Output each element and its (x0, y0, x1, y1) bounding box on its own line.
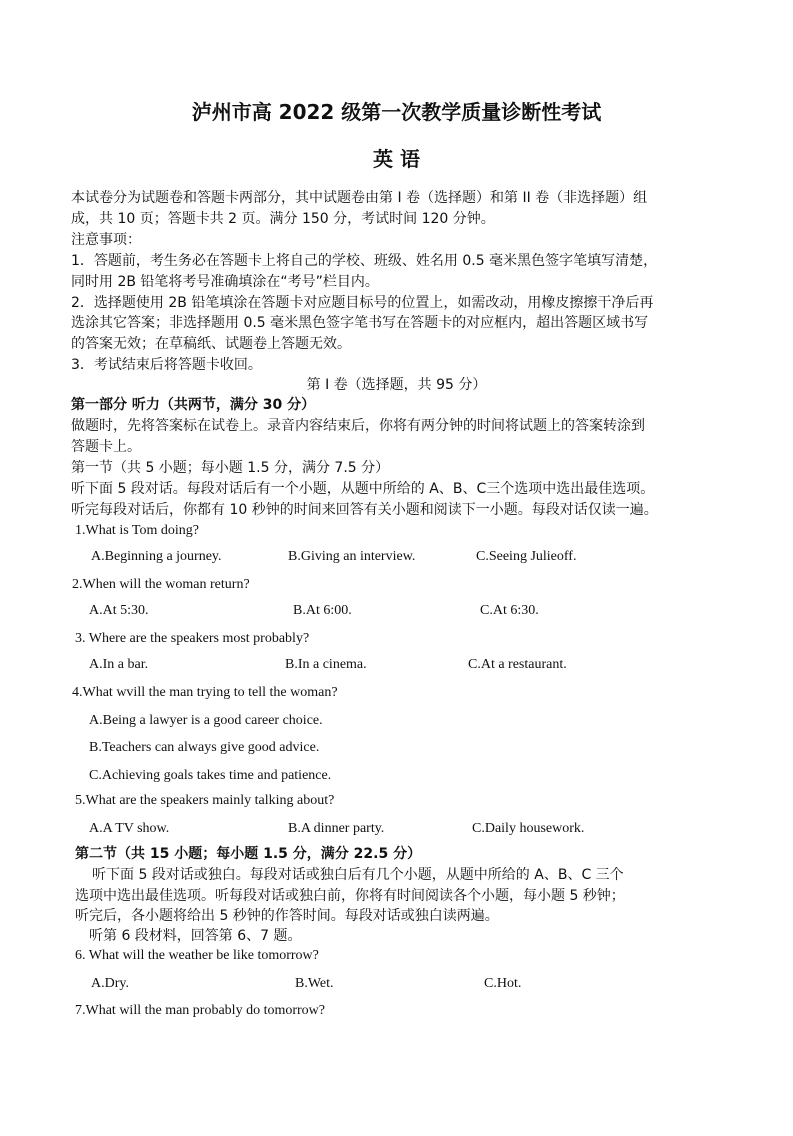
question-stem: 7.What will the man probably do tomorrow? (75, 1003, 325, 1018)
part1-heading: 第一部分 听力（共两节，满分 30 分） (71, 397, 316, 413)
option-a: A.A TV show. (89, 821, 170, 836)
section1-instruction: 听下面 5 段对话。每段对话后有一个小题，从题中所给的 A、B、C三个选项中选出最佳选项。 (71, 481, 655, 497)
question-stem: 2.When will the woman return? (72, 577, 250, 592)
option-c: C.Achieving goals takes time and patience. (89, 768, 332, 783)
section2-heading: 第二节（共 15 小题；每小题 1.5 分，满分 22.5 分） (75, 846, 422, 862)
option-c: C.At a restaurant. (468, 657, 567, 672)
section2-instruction: 选项中选出最佳选项。听每段对话或独白前，你将有时间阅读各个小题，每小题 5 秒钟； (75, 888, 625, 904)
option-a: A.Beginning a journey. (91, 549, 222, 564)
section2-instruction: 听下面 5 段对话或独白。每段对话或独白后有几个小题，从题中所给的 A、B、C 三个 (92, 867, 624, 883)
exam-title: 泸州市高 2022 级第一次教学质量诊断性考试 (191, 100, 602, 124)
question-stem: 3. Where are the speakers most probably? (75, 631, 310, 646)
option-b: B.In a cinema. (285, 657, 367, 672)
option-a: A.Being a lawyer is a good career choice. (89, 713, 323, 728)
option-b: B.Wet. (295, 976, 334, 991)
question-stem: 1.What is Tom doing? (75, 523, 199, 538)
notice-line: 1．答题前，考生务必在答题卡上将自己的学校、班级、姓名用 0.5 毫米黑色签字笔填写清楚， (71, 253, 658, 269)
notice-line: 3．考试结束后将答题卡收回。 (71, 357, 262, 373)
option-c: C.Hot. (484, 976, 522, 991)
option-a: A.Dry. (91, 976, 129, 991)
material-note: 听第 6 段材料，回答第 6、7 题。 (89, 928, 302, 944)
volume-heading: 第 I 卷（选择题，共 95 分） (306, 377, 487, 393)
option-a: A.In a bar. (89, 657, 149, 672)
option-b: B.Giving an interview. (288, 549, 416, 564)
section1-heading: 第一节（共 5 小题；每小题 1.5 分，满分 7.5 分） (71, 460, 390, 476)
option-b: B.At 6:00. (293, 603, 352, 618)
intro-line: 成，共 10 页；答题卡共 2 页。满分 150 分，考试时间 120 分钟。 (71, 211, 495, 227)
intro-line: 本试卷分为试题卷和答题卡两部分，其中试题卷由第 I 卷（选择题）和第 II 卷（非选择题）组 (71, 190, 648, 206)
notice-line: 的答案无效；在草稿纸、试题卷上答题无效。 (71, 336, 351, 352)
option-b: B.Teachers can always give good advice. (89, 740, 320, 755)
subject-title: 英 语 (373, 147, 420, 171)
part1-instruction: 做题时，先将答案标在试卷上。录音内容结束后，你将有两分钟的时间将试题上的答案转涂到 (71, 418, 645, 434)
option-c: C.At 6:30. (480, 603, 539, 618)
question-stem: 4.What wvill the man trying to tell the woman? (72, 685, 338, 700)
question-stem: 6. What will the weather be like tomorrow? (75, 948, 319, 963)
section1-instruction: 听完每段对话后，你都有 10 秒钟的时间来回答有关小题和阅读下一小题。每段对话仅读一遍。 (71, 502, 658, 518)
notice-line: 同时用 2B 铅笔将考号准确填涂在“考号”栏目内。 (71, 274, 379, 290)
part1-instruction: 答题卡上。 (71, 439, 141, 455)
option-a: A.At 5:30. (89, 603, 149, 618)
question-stem: 5.What are the speakers mainly talking about? (75, 793, 335, 808)
option-b: B.A dinner party. (288, 821, 385, 836)
section2-instruction: 听完后，各小题将给出 5 秒钟的作答时间。每段对话或独白读两遍。 (75, 908, 499, 924)
option-c: C.Daily housework. (472, 821, 585, 836)
notice-line: 选涂其它答案；非选择题用 0.5 毫米黑色签字笔书写在答题卡的对应框内，超出答题区域书写 (71, 315, 649, 331)
notice-line: 2．选择题使用 2B 铅笔填涂在答题卡对应题目标号的位置上，如需改动，用橡皮擦擦干净后再 (71, 295, 654, 311)
notice-heading: 注意事项： (71, 232, 141, 248)
option-c: C.Seeing Julieoff. (476, 549, 577, 564)
